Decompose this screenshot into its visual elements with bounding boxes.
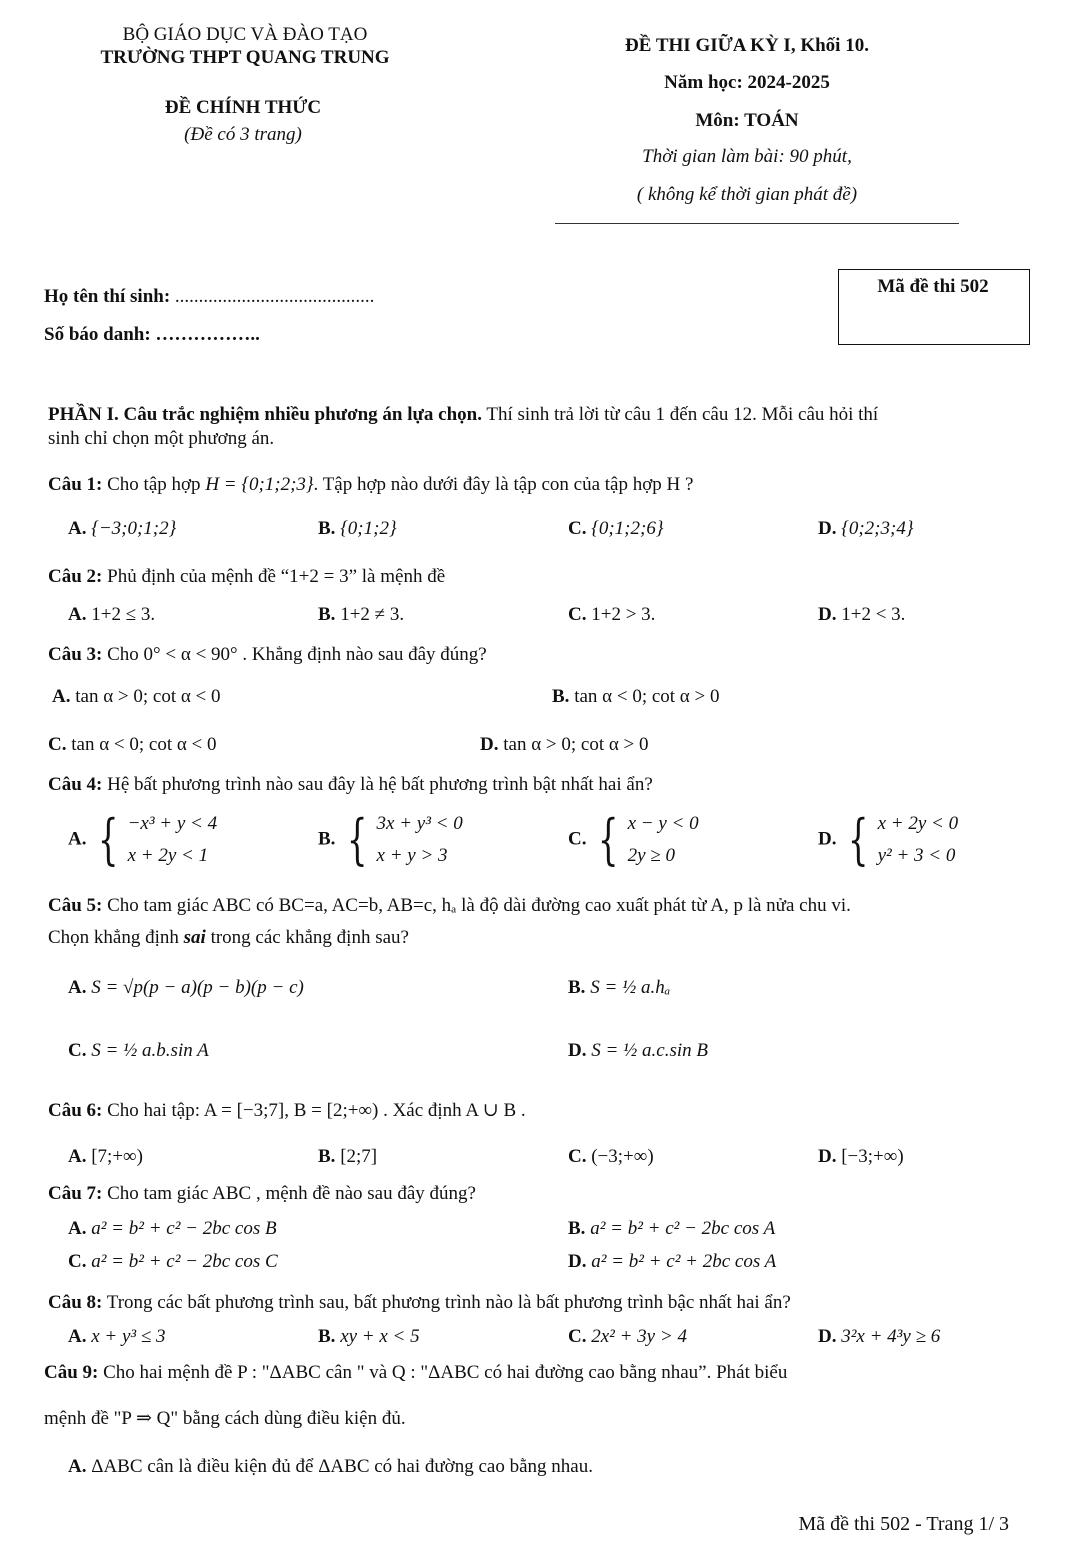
option-text: S = ½ a.c.sin B <box>591 1040 709 1061</box>
q6-option-a[interactable] <box>68 1146 143 1168</box>
option-text: 1+2 ≠ 3. <box>340 604 405 625</box>
option-letter: D. <box>818 518 837 539</box>
question-7 <box>48 1183 476 1205</box>
system-row: x − y < 0 <box>627 813 699 834</box>
q7-option-d[interactable] <box>568 1251 776 1273</box>
option-letter: A. <box>68 1326 87 1347</box>
exam-time: Thời gian làm bài: 90 phút, <box>642 146 852 167</box>
question-2 <box>48 566 445 588</box>
option-text: 1+2 < 3. <box>841 604 906 625</box>
q8-option-d[interactable] <box>818 1326 940 1348</box>
question-3 <box>48 644 487 666</box>
option-letter: B. <box>568 977 586 998</box>
q4-option-a[interactable] <box>68 808 217 872</box>
q7-option-b[interactable] <box>568 1218 775 1240</box>
q9-label: Câu 9: <box>44 1362 99 1383</box>
q9-option-a[interactable] <box>68 1456 593 1478</box>
option-letter: D. <box>818 1146 837 1167</box>
q6-option-d[interactable] <box>818 1146 904 1168</box>
option-text: [−3;+∞) <box>841 1146 904 1167</box>
candidate-name-label: Họ tên thí sinh: <box>44 286 171 307</box>
option-letter: B. <box>318 1326 336 1347</box>
option-text: S = ½ a.hₐ <box>590 977 671 998</box>
q2-option-d[interactable] <box>818 604 905 626</box>
option-text: [7;+∞) <box>91 1146 143 1167</box>
q1-option-b[interactable] <box>318 518 397 540</box>
brace-icon: { <box>848 808 869 871</box>
system-row: x + 2y < 0 <box>877 813 959 834</box>
system-row: 2y ≥ 0 <box>627 845 675 866</box>
question-6 <box>48 1099 526 1122</box>
option-text: S = √p(p − a)(p − b)(p − c) <box>91 977 304 998</box>
part1-title: PHẦN I. Câu trắc nghiệm nhiều phương án lựa chọn. <box>48 404 482 425</box>
pages-note: (Đề có 3 trang) <box>184 124 302 145</box>
q8-text: Trong các bất phương trình sau, bất phương trình nào là bất phương trình bậc nhất hai ẩn? <box>102 1292 791 1313</box>
q5-label: Câu 5: <box>48 895 103 916</box>
q5-option-c[interactable] <box>68 1040 209 1062</box>
ministry-name: BỘ GIÁO DỤC VÀ ĐÀO TẠO <box>122 24 368 45</box>
option-letter: C. <box>568 518 587 539</box>
part1-heading <box>48 404 878 426</box>
q2-text: Phủ định của mệnh đề “1+2 = 3” là mệnh đề <box>102 566 446 587</box>
official-label: ĐỀ CHÍNH THỨC <box>164 97 322 118</box>
option-text: a² = b² + c² − 2bc cos C <box>91 1251 278 1272</box>
option-letter: D. <box>480 734 499 755</box>
option-letter: B. <box>568 1218 586 1239</box>
option-letter: D. <box>568 1040 587 1061</box>
question-4 <box>48 774 653 796</box>
q4-text: Hệ bất phương trình nào sau đây là hệ bất phương trình bật nhất hai ẩn? <box>102 774 653 795</box>
q9-line1: Cho hai mệnh đề P : "ΔABC cân " và Q : "ΔABC có hai đường cao bằng nhau”. Phát biểu <box>98 1362 788 1383</box>
option-text: xy + x < 5 <box>340 1326 420 1347</box>
q3-option-a[interactable] <box>52 686 221 708</box>
option-letter: D. <box>818 1326 837 1347</box>
q4-option-b[interactable] <box>318 808 463 872</box>
option-text: 1+2 ≤ 3. <box>91 604 156 625</box>
q3-option-c[interactable] <box>48 734 217 756</box>
option-text: S = ½ a.b.sin A <box>91 1040 209 1061</box>
q5-option-a[interactable] <box>68 977 304 999</box>
option-letter: C. <box>568 828 587 850</box>
system-row: 3x + y³ < 0 <box>376 813 463 834</box>
q3-option-d[interactable] <box>480 734 649 756</box>
exam-code: Mã đề thi 502 <box>877 276 989 297</box>
school-year: Năm học: 2024-2025 <box>664 72 830 93</box>
brace-icon: { <box>347 808 368 871</box>
system-row: x + y > 3 <box>376 845 448 866</box>
q8-option-c[interactable] <box>568 1326 687 1348</box>
option-text: 1+2 > 3. <box>591 604 656 625</box>
q5-option-b[interactable] <box>568 977 670 999</box>
q3-option-b[interactable] <box>552 686 719 708</box>
option-text: {0;1;2} <box>340 518 397 539</box>
system-row: x + 2y < 1 <box>127 845 209 866</box>
q5-emphasis: sai <box>183 927 206 948</box>
option-letter: A. <box>68 518 87 539</box>
exam-title: ĐỀ THI GIỮA KỲ I, Khối 10. <box>625 35 869 56</box>
question-5 <box>48 895 851 917</box>
option-letter: C. <box>568 604 587 625</box>
option-text: {−3;0;1;2} <box>91 518 177 539</box>
exam-time-note: ( không kể thời gian phát đề) <box>636 184 858 205</box>
q6-text: Cho hai tập: A = [−3;7], B = [2;+∞) . Xác định A ∪ B . <box>102 1100 526 1121</box>
candidate-name-dots: .......................................... <box>174 286 375 307</box>
header-divider <box>555 223 959 224</box>
option-letter: C. <box>568 1326 587 1347</box>
option-letter: B. <box>318 1146 336 1167</box>
q6-option-c[interactable] <box>568 1146 654 1168</box>
q1-post: . Tập hợp nào dưới đây là tập con của tập hợp H ? <box>313 474 694 495</box>
q6-label: Câu 6: <box>48 1100 103 1121</box>
option-letter: A. <box>68 604 87 625</box>
option-text: a² = b² + c² − 2bc cos A <box>590 1218 776 1239</box>
option-letter: A. <box>68 977 87 998</box>
q2-option-c[interactable] <box>568 604 655 626</box>
option-text: tan α < 0; cot α > 0 <box>574 686 720 707</box>
q4-option-d[interactable] <box>818 808 958 872</box>
option-text: a² = b² + c² − 2bc cos B <box>91 1218 277 1239</box>
option-letter: A. <box>68 1146 87 1167</box>
candidate-name <box>44 286 374 308</box>
q1-pre: Cho tập hợp <box>102 474 206 495</box>
q1-option-c[interactable] <box>568 518 663 540</box>
option-text: ΔABC cân là điều kiện đủ để ΔABC có hai đường cao bằng nhau. <box>91 1456 593 1477</box>
option-letter: B. <box>318 518 336 539</box>
q4-label: Câu 4: <box>48 774 103 795</box>
part1-instruction: Thí sinh trả lời từ câu 1 đến câu 12. Mỗi câu hỏi thí <box>481 404 879 425</box>
option-letter: B. <box>318 828 336 850</box>
question-1 <box>48 474 693 496</box>
system-row: y² + 3 < 0 <box>877 845 956 866</box>
q2-option-b[interactable] <box>318 604 404 626</box>
option-letter: C. <box>568 1146 587 1167</box>
school-name: TRƯỜNG THPT QUANG TRUNG <box>100 47 390 68</box>
question-9 <box>44 1362 787 1384</box>
q8-label: Câu 8: <box>48 1292 103 1313</box>
option-letter: C. <box>68 1040 87 1061</box>
option-text: {0;2;3;4} <box>841 518 914 539</box>
question-8 <box>48 1292 791 1314</box>
q7-option-a[interactable] <box>68 1218 277 1240</box>
option-text: tan α > 0; cot α < 0 <box>75 686 221 707</box>
q8-option-b[interactable] <box>318 1326 420 1348</box>
q5-option-d[interactable] <box>568 1040 708 1062</box>
option-text: {0;1;2;6} <box>591 518 664 539</box>
q4-option-c[interactable] <box>568 808 699 872</box>
option-letter: A. <box>68 1218 87 1239</box>
q7-label: Câu 7: <box>48 1183 103 1204</box>
option-letter: C. <box>68 1251 87 1272</box>
q5-line2-pre: Chọn khẳng định <box>48 927 184 948</box>
option-letter: A. <box>68 828 87 850</box>
brace-icon: { <box>598 808 619 871</box>
option-letter: D. <box>818 604 837 625</box>
option-text: x + y³ ≤ 3 <box>91 1326 166 1347</box>
q2-label: Câu 2: <box>48 566 103 587</box>
option-text: 2x² + 3y > 4 <box>591 1326 687 1347</box>
candidate-id-label: Số báo danh: <box>44 324 156 345</box>
option-text: (−3;+∞) <box>591 1146 654 1167</box>
subject: Môn: TOÁN <box>695 110 799 131</box>
q5-line1: Cho tam giác ABC có BC=a, AC=b, AB=c, hₐ là độ dài đường cao xuất phát từ A, p là nửa chu vi. <box>102 895 851 916</box>
candidate-id <box>44 324 260 346</box>
option-text: a² = b² + c² + 2bc cos A <box>591 1251 777 1272</box>
q7-option-c[interactable] <box>68 1251 278 1273</box>
q6-option-b[interactable] <box>318 1146 377 1168</box>
q3-text: Cho 0° < α < 90° . Khẳng định nào sau đây đúng? <box>102 644 487 665</box>
option-letter: D. <box>568 1251 587 1272</box>
option-letter: A. <box>52 686 71 707</box>
option-letter: A. <box>68 1456 87 1477</box>
q7-text: Cho tam giác ABC , mệnh đề nào sau đây đúng? <box>102 1183 476 1204</box>
q1-label: Câu 1: <box>48 474 103 495</box>
brace-icon: { <box>98 808 119 871</box>
option-letter: B. <box>552 686 570 707</box>
part1-instruction-2: sinh chỉ chọn một phương án. <box>48 428 275 449</box>
option-text: tan α > 0; cot α > 0 <box>503 734 649 755</box>
q5-line2-post: trong các khẳng định sau? <box>205 927 409 948</box>
option-text: tan α < 0; cot α < 0 <box>71 734 217 755</box>
q1-set: H = {0;1;2;3} <box>205 474 314 495</box>
q2-option-a[interactable] <box>68 604 155 626</box>
q1-option-d[interactable] <box>818 518 913 540</box>
q3-label: Câu 3: <box>48 644 103 665</box>
q9-line2: mệnh đề "P ⇒ Q" bằng cách dùng điều kiện đủ. <box>44 1408 406 1429</box>
system-row: −x³ + y < 4 <box>127 813 218 834</box>
q1-option-a[interactable] <box>68 518 176 540</box>
option-letter: C. <box>48 734 67 755</box>
option-text: 3²x + 4³y ≥ 6 <box>841 1326 941 1347</box>
q5-line2 <box>48 927 409 949</box>
option-letter: D. <box>818 828 837 850</box>
q8-option-a[interactable] <box>68 1326 166 1348</box>
candidate-id-dots: …………….. <box>155 324 260 345</box>
page-footer: Mã đề thi 502 - Trang 1/ 3 <box>798 1513 1009 1535</box>
option-text: [2;7] <box>340 1146 378 1167</box>
option-letter: B. <box>318 604 336 625</box>
